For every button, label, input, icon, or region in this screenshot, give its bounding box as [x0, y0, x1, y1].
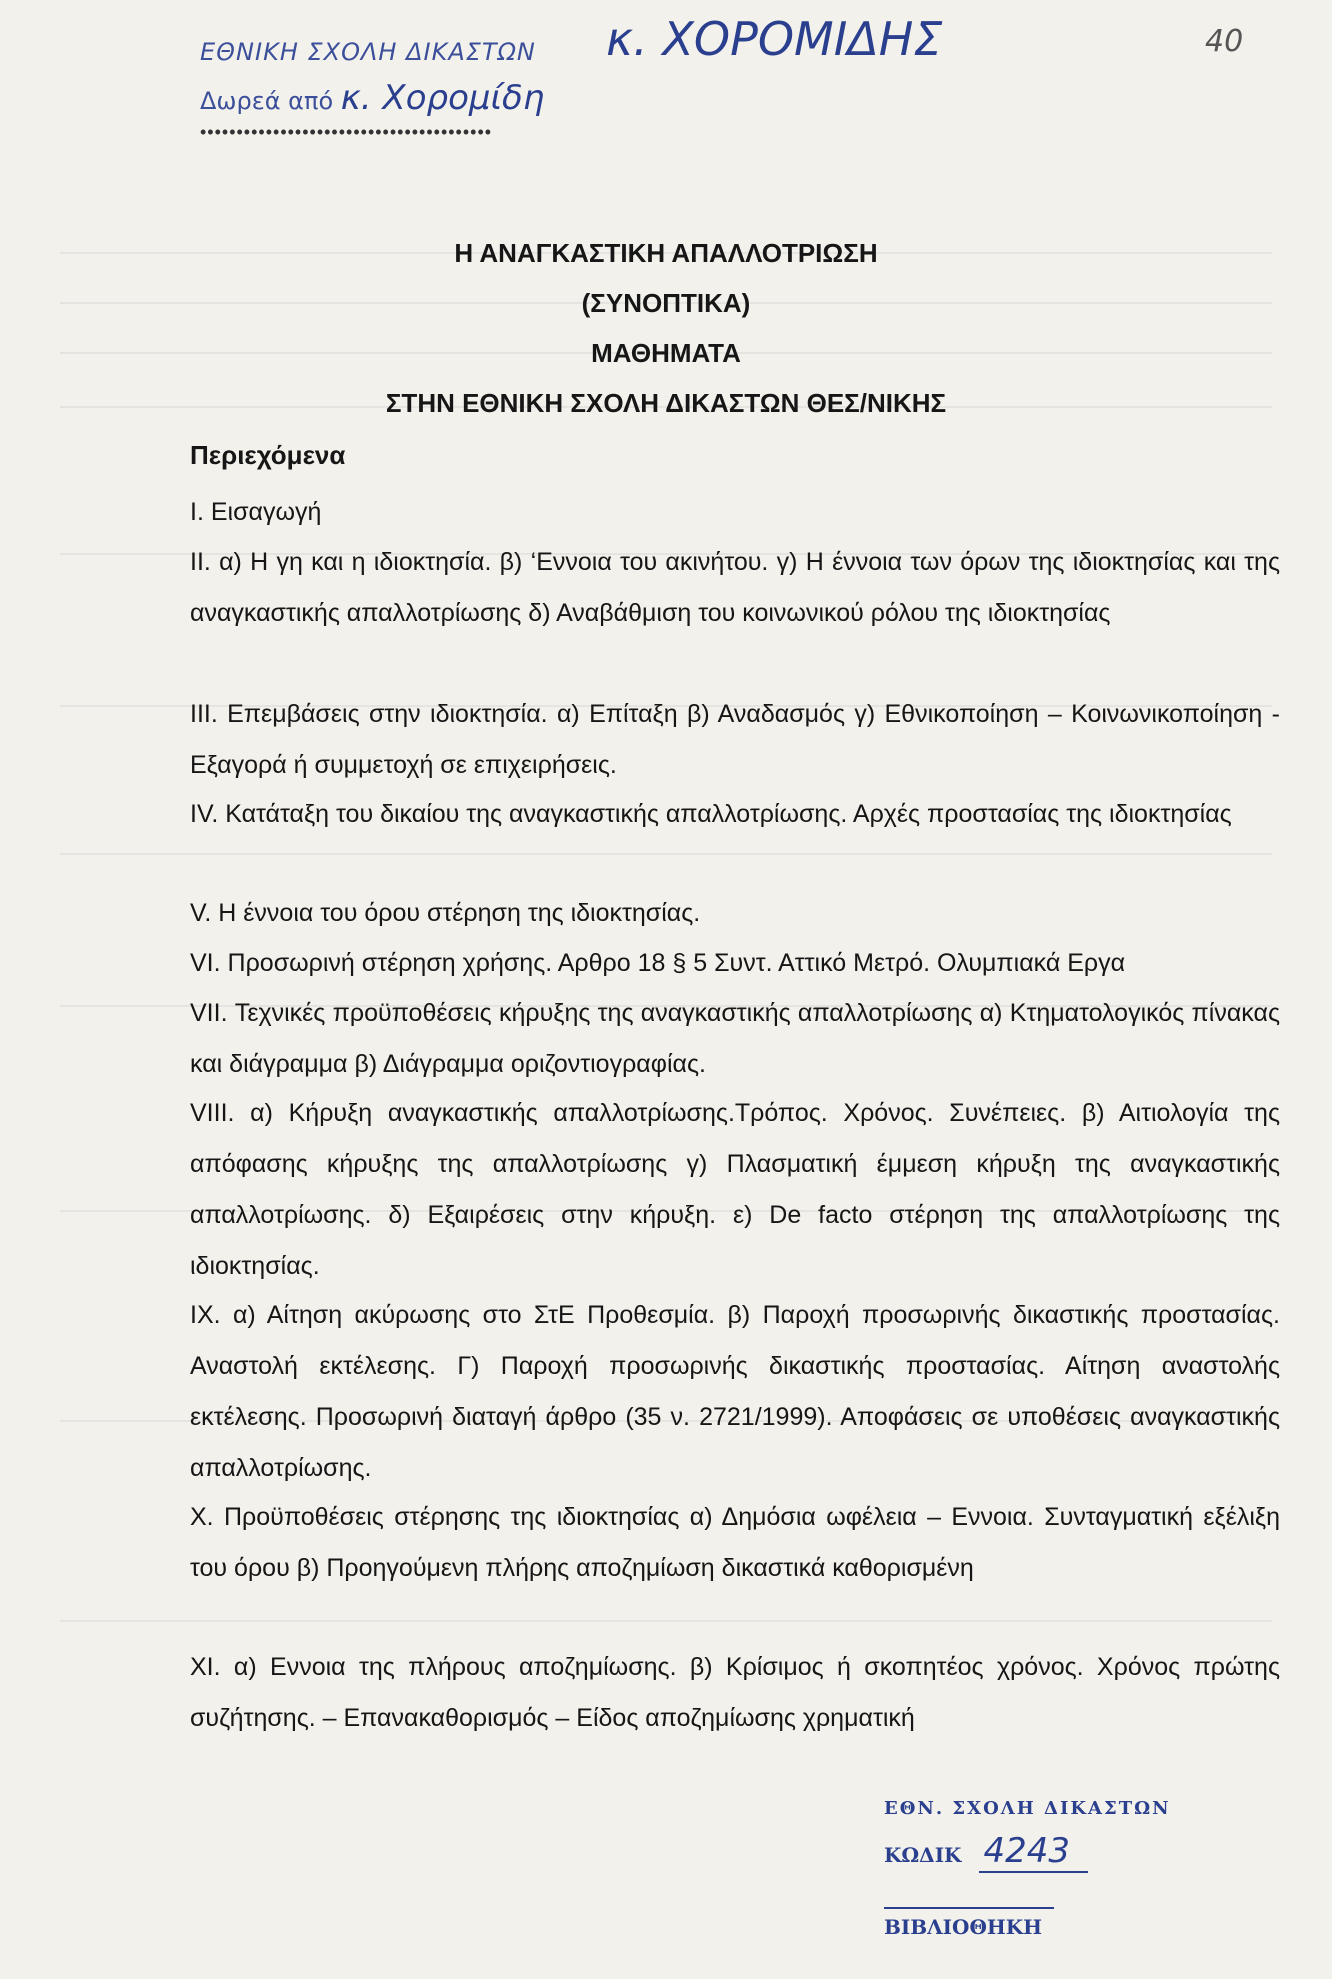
donation-label: Δωρεά από	[200, 87, 334, 115]
library-code-label: ΚΩΔΙΚ	[884, 1843, 962, 1867]
top-signature: κ. ΧΟΡΟΜΙΔΗΣ	[606, 12, 943, 66]
library-stamp	[884, 1798, 1184, 1939]
document-subtitle: ΣΤΗΝ ΕΘΝΙΚΗ ΣΧΟΛΗ ΔΙΚΑΣΤΩΝ ΘΕΣ/ΝΙΚΗΣ	[385, 388, 947, 418]
contents-item: IX. α) Αίτηση ακύρωσης στο ΣτΕ Προθεσμία. β) Παροχή προσωρινής δικαστικής προστασίας. Αναστολή εκτέλεσης. Γ) Παροχή προσωρινής δικαστικής προστασίας. Αίτηση αναστολής εκτέλεσης. Προσωρινή διαταγή άρθρο (35 ν. 2721/1999). Αποφάσεις σε υποθέσεις αναγκαστικής απαλλοτρίωσης.	[190, 1301, 1280, 1482]
contents-item: VI. Προσωρινή στέρηση χρήσης. Αρθρο 18 § 5 Συντ. Αττικό Μετρό. Ολυμπιακά Εργα	[190, 949, 1126, 977]
library-department: ΒΙΒΛΙΟΘΗΚΗ	[884, 1907, 1054, 1939]
contents-heading: Περιεχόμενα	[190, 440, 346, 470]
contents-item: IV. Κατάταξη του δικαίου της αναγκαστικής απαλλοτρίωσης. Αρχές προστασίας της ιδιοκτησίας	[190, 800, 1232, 828]
document-subtitle: (ΣΥΝΟΠΤΙΚΑ)	[581, 288, 751, 318]
donation-line	[200, 78, 600, 118]
contents-item: Χ. Προϋποθέσεις στέρησης της ιδιοκτησίας α) Δημόσια ωφέλεια – Εννοια. Συνταγματική εξέλιξη του όρου β) Προηγούμενη πλήρης αποζημίωση δικαστικά καθορισμένη	[190, 1503, 1280, 1582]
library-code-value: 4243	[979, 1831, 1088, 1873]
dotted-line: ••••••••••••••••••••••••••••••••••••••••	[200, 122, 493, 142]
page-mark: 40	[1205, 24, 1244, 59]
contents-item: VIII. α) Κήρυξη αναγκαστικής απαλλοτρίωσης.Τρόπος. Χρόνος. Συνέπειες. β) Αιτιολογία της απόφασης κήρυξης της απαλλοτρίωσης γ) Πλασματική έμμεση κήρυξη της αναγκαστικής απαλλοτρίωσης. δ) Εξαιρέσεις στην κήρυξη. ε) De facto στέρηση της απαλλοτρίωσης της ιδιοκτησίας.	[190, 1099, 1280, 1280]
bleed-line	[60, 853, 1272, 855]
library-name: ΕΘΝ. ΣΧΟΛΗ ΔΙΚΑΣΤΩΝ	[884, 1798, 1171, 1819]
stamp-school-name: ΕΘΝΙΚΗ ΣΧΟΛΗ ΔΙΚΑΣΤΩΝ	[200, 38, 536, 66]
contents-item: ΧΙ. α) Εννοια της πλήρους αποζημίωσης. β) Κρίσιμος ή σκοπητέος χρόνος. Χρόνος πρώτης συζήτησης. – Επανακαθορισμός – Είδος αποζημίωσης χρηματική	[190, 1653, 1280, 1732]
donation-signature: κ. Χορομίδη	[340, 78, 545, 118]
document-title: Η ΑΝΑΓΚΑΣΤΙΚΗ ΑΠΑΛΛΟΤΡΙΩΣΗ	[454, 238, 878, 268]
contents-item: V. Η έννοια του όρου στέρηση της ιδιοκτησίας.	[190, 899, 701, 927]
contents-item: ΙΙ. α) Η γη και η ιδιοκτησία. β) ‘Εννοια του ακινήτου. γ) Η έννοια των όρων της ιδιοκτησίας και της αναγκαστικής απαλλοτρίωσης δ) Αναβάθμιση του κοινωνικού ρόλου της ιδιοκτησίας	[190, 548, 1280, 627]
contents-item: ΙΙΙ. Επεμβάσεις στην ιδιοκτησία. α) Επίταξη β) Αναδασμός γ) Εθνικοποίηση – Κοινωνικοποίηση - Εξαγορά ή συμμετοχή σε επιχειρήσεις.	[190, 700, 1280, 779]
library-code-row	[884, 1831, 1184, 1873]
document-subtitle: ΜΑΘΗΜΑΤΑ	[591, 338, 741, 368]
bleed-line	[60, 1620, 1272, 1622]
donation-stamp	[200, 38, 600, 143]
contents-item: VII. Τεχνικές προϋποθέσεις κήρυξης της αναγκαστικής απαλλοτρίωσης α) Κτηματολογικός πίνακας και διάγραμμα β) Διάγραμμα οριζοντιογραφίας.	[190, 999, 1280, 1078]
contents-item: Ι. Εισαγωγή	[190, 498, 322, 526]
